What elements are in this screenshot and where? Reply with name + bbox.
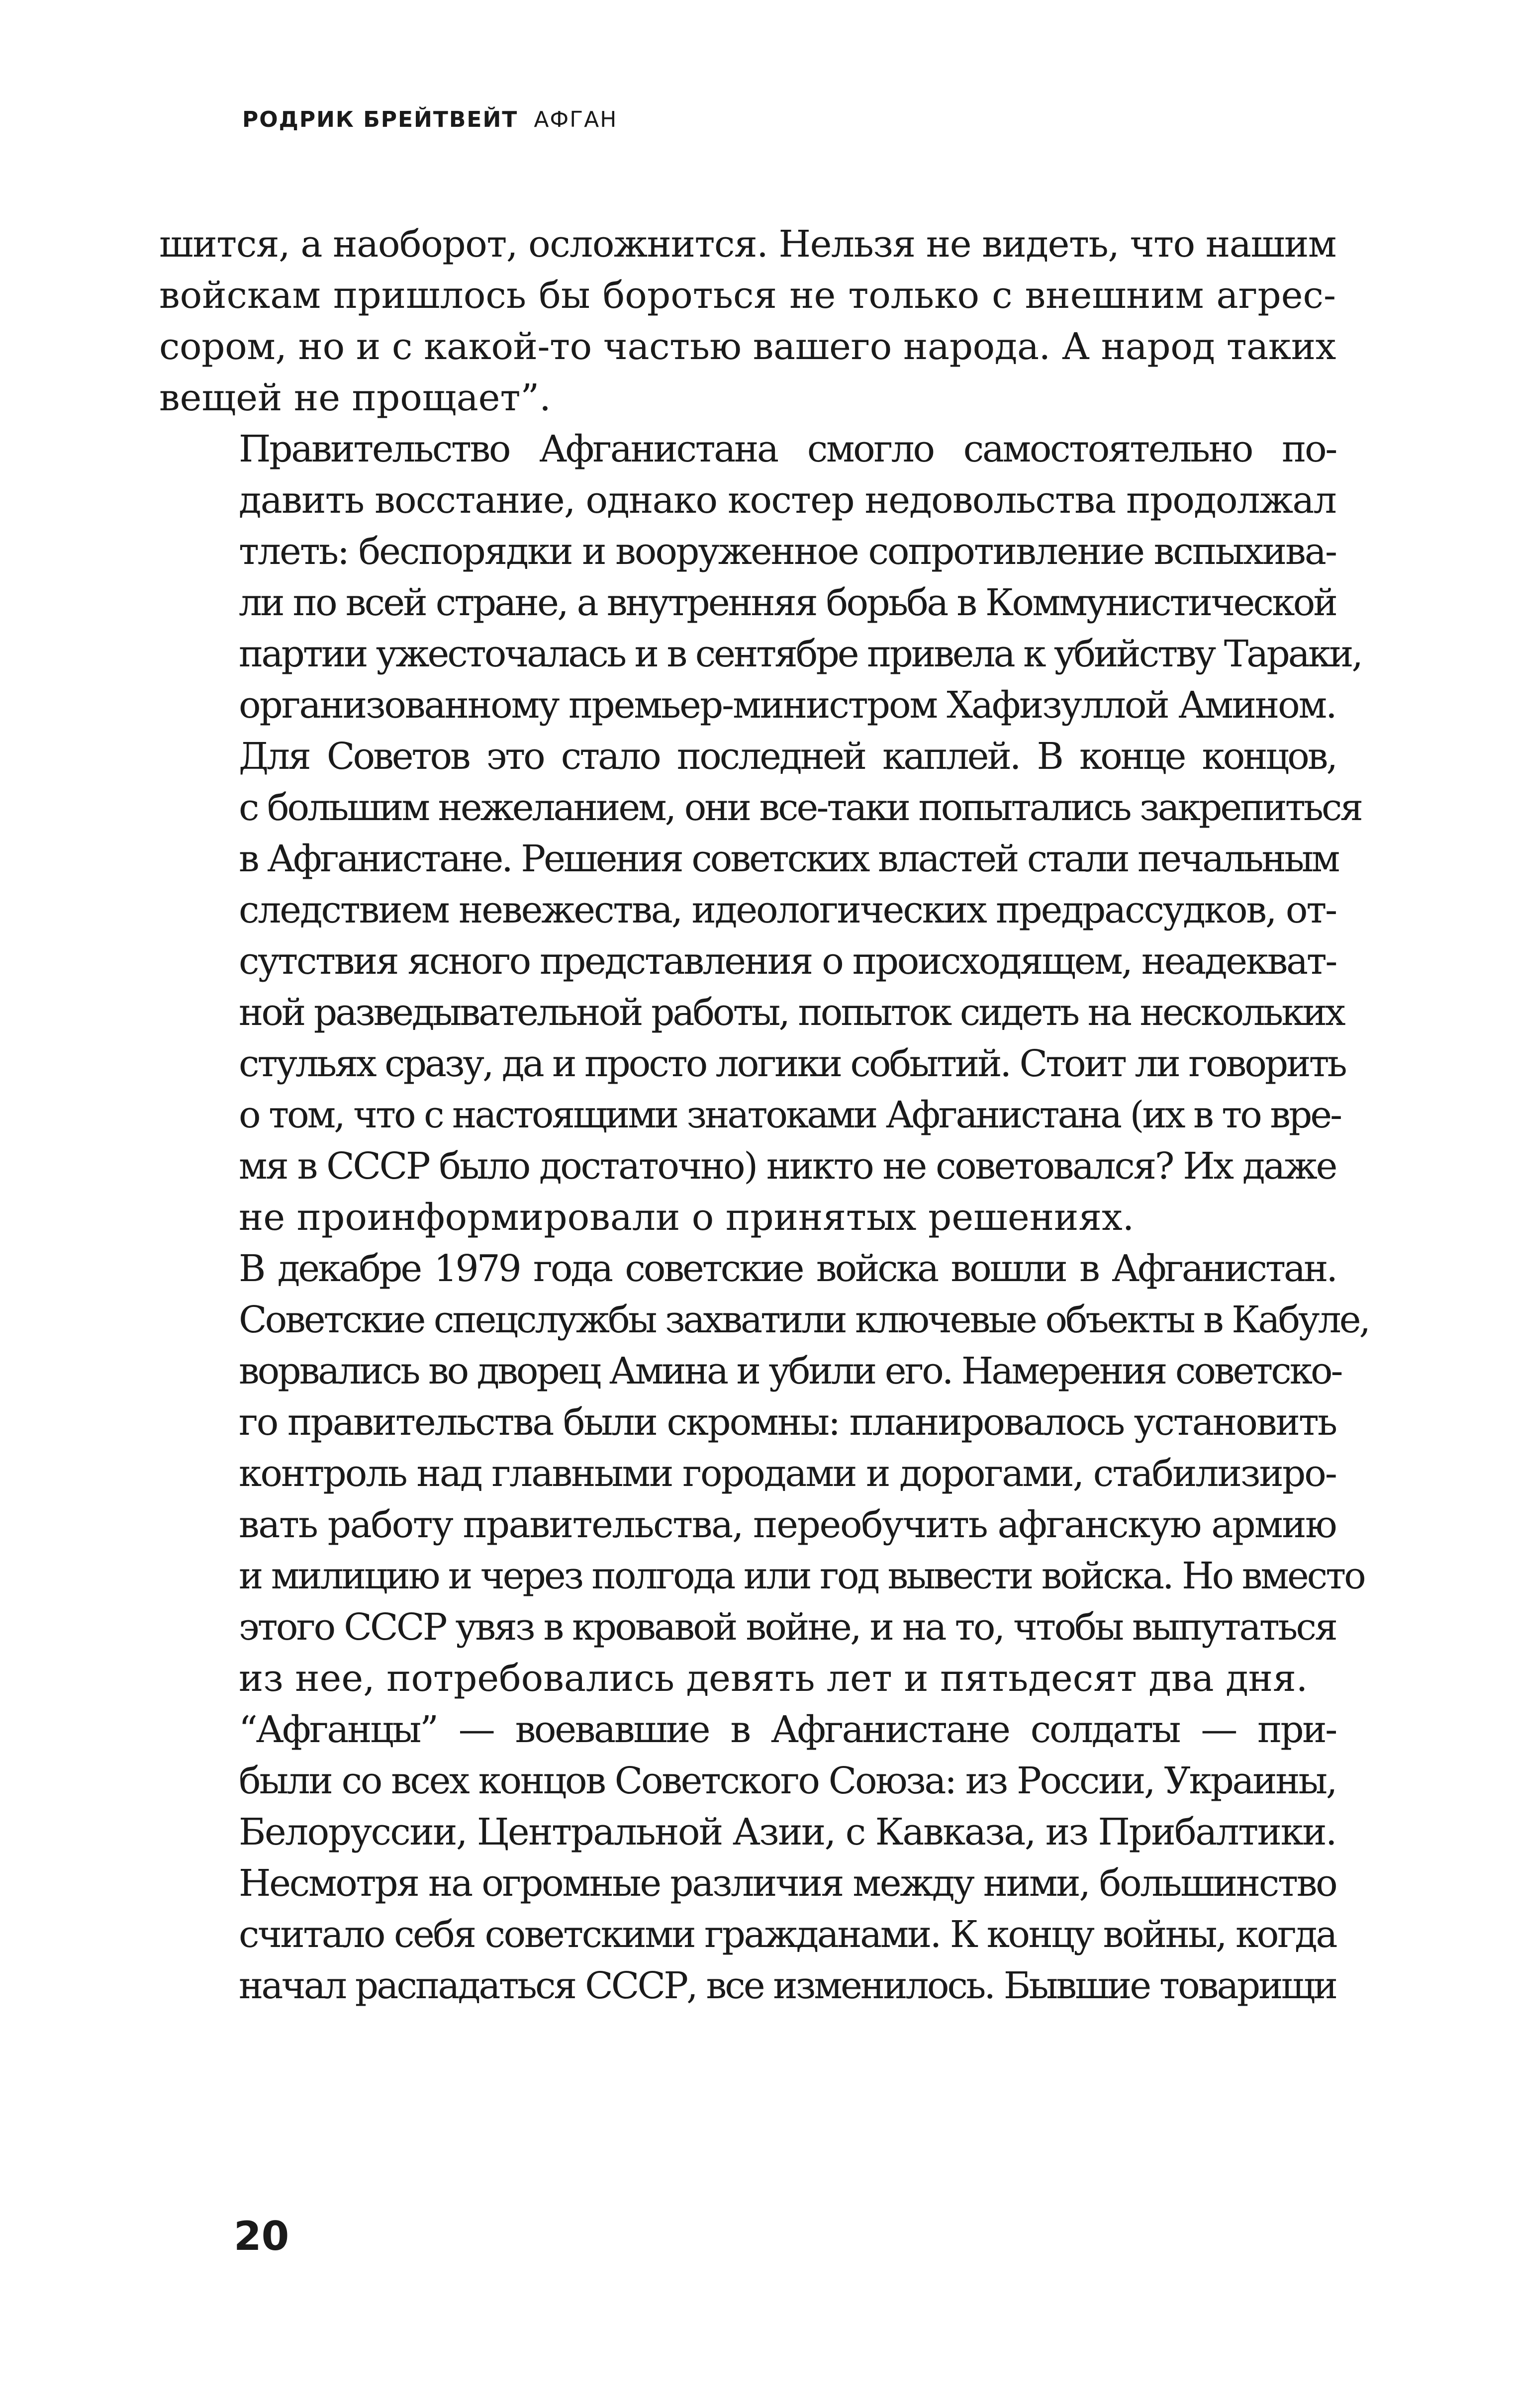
paragraph-4 xyxy=(159,1243,1369,1704)
text-line: организованному премьер-министром Хафизуллой Амином. xyxy=(239,684,1336,727)
text-line: были со всех концов Советского Союза: из России, Украины, xyxy=(239,1760,1336,1802)
text-line: Для Советов это стало последней каплей. В конце концов, xyxy=(239,735,1336,778)
text-line: начал распадаться СССР, все изменилось. Бывшие товарищи xyxy=(239,1964,1336,2007)
text-line: Советские спецслужбы захватили ключевые объекты в Кабуле, xyxy=(239,1298,1369,1341)
text-line: мя в СССР было достаточно) никто не советовался? Их даже xyxy=(239,1145,1336,1188)
paragraph-1 xyxy=(159,219,1336,424)
text-line: Правительство Афганистана смогло самостоятельно по- xyxy=(239,428,1336,470)
text-line: сором, но и с какой-то частью вашего народа. А народ таких xyxy=(159,325,1336,368)
text-line: ной разведывательной работы, попыток сидеть на нескольких xyxy=(239,991,1344,1034)
text-line: давить восстание, однако костер недовольства продолжал xyxy=(239,479,1336,522)
text-line: из нее, потребовались девять лет и пятьдесят два дня. xyxy=(239,1657,1308,1700)
paragraph-2 xyxy=(159,424,1361,731)
paragraph-5 xyxy=(159,1704,1336,2012)
text-line: В декабре 1979 года советские войска вошли в Афганистан. xyxy=(239,1247,1336,1290)
text-line: Несмотря на огромные различия между ними, большинство xyxy=(239,1862,1336,1905)
text-line: Белоруссии, Центральной Азии, с Кавказа, из Прибалтики. xyxy=(239,1811,1336,1853)
text-line: ворвались во дворец Амина и убили его. Намерения советско- xyxy=(239,1350,1341,1392)
text-line: “Афганцы” — воевавшие в Афганистане солдаты — при- xyxy=(239,1708,1336,1751)
text-line: и милицию и через полгода или год вывести войска. Но вместо xyxy=(239,1555,1364,1597)
text-line: не проинформировали о принятых решениях. xyxy=(239,1196,1135,1239)
page-body xyxy=(159,219,1369,2012)
text-line: сутствия ясного представления о происходящем, неадекват- xyxy=(239,940,1336,983)
text-line: войскам пришлось бы бороться не только с внешним агрес- xyxy=(159,274,1336,317)
running-head-title: АФГАН xyxy=(534,107,618,132)
page-number: 20 xyxy=(234,2213,289,2259)
text-line: этого СССР увяз в кровавой войне, и на то, чтобы выпутаться xyxy=(239,1606,1336,1649)
text-line: го правительства были скромны: планировалось установить xyxy=(239,1401,1336,1444)
text-line: о том, что с настоящими знатоками Афганистана (их в то вре- xyxy=(239,1094,1341,1136)
text-line: с большим нежеланием, они все-таки попытались закрепиться xyxy=(239,786,1362,829)
running-head-author: РОДРИК БРЕЙТВЕЙТ xyxy=(242,107,518,132)
text-line: вать работу правительства, переобучить афганскую армию xyxy=(239,1503,1336,1546)
text-line: шится, а наоборот, осложнится. Нельзя не видеть, что нашим xyxy=(159,223,1336,266)
text-line: следствием невежества, идеологических предрассудков, от- xyxy=(239,889,1336,931)
running-head xyxy=(242,107,617,132)
text-line: вещей не прощает”. xyxy=(159,376,551,419)
text-line: считало себя советскими гражданами. К концу войны, когда xyxy=(239,1913,1336,1956)
text-line: тлеть: беспорядки и вооруженное сопротивление вспыхива- xyxy=(239,530,1336,573)
text-line: партии ужесточалась и в сентябре привела к убийству Тараки, xyxy=(239,633,1361,675)
text-line: ли по всей стране, а внутренняя борьба в Коммунистической xyxy=(239,581,1336,624)
paragraph-3 xyxy=(159,731,1362,1243)
text-line: контроль над главными городами и дорогами, стабилизиро- xyxy=(239,1452,1336,1495)
text-line: стульях сразу, да и просто логики событий. Стоит ли говорить xyxy=(239,1042,1345,1085)
text-line: в Афганистане. Решения советских властей стали печальным xyxy=(239,837,1338,880)
